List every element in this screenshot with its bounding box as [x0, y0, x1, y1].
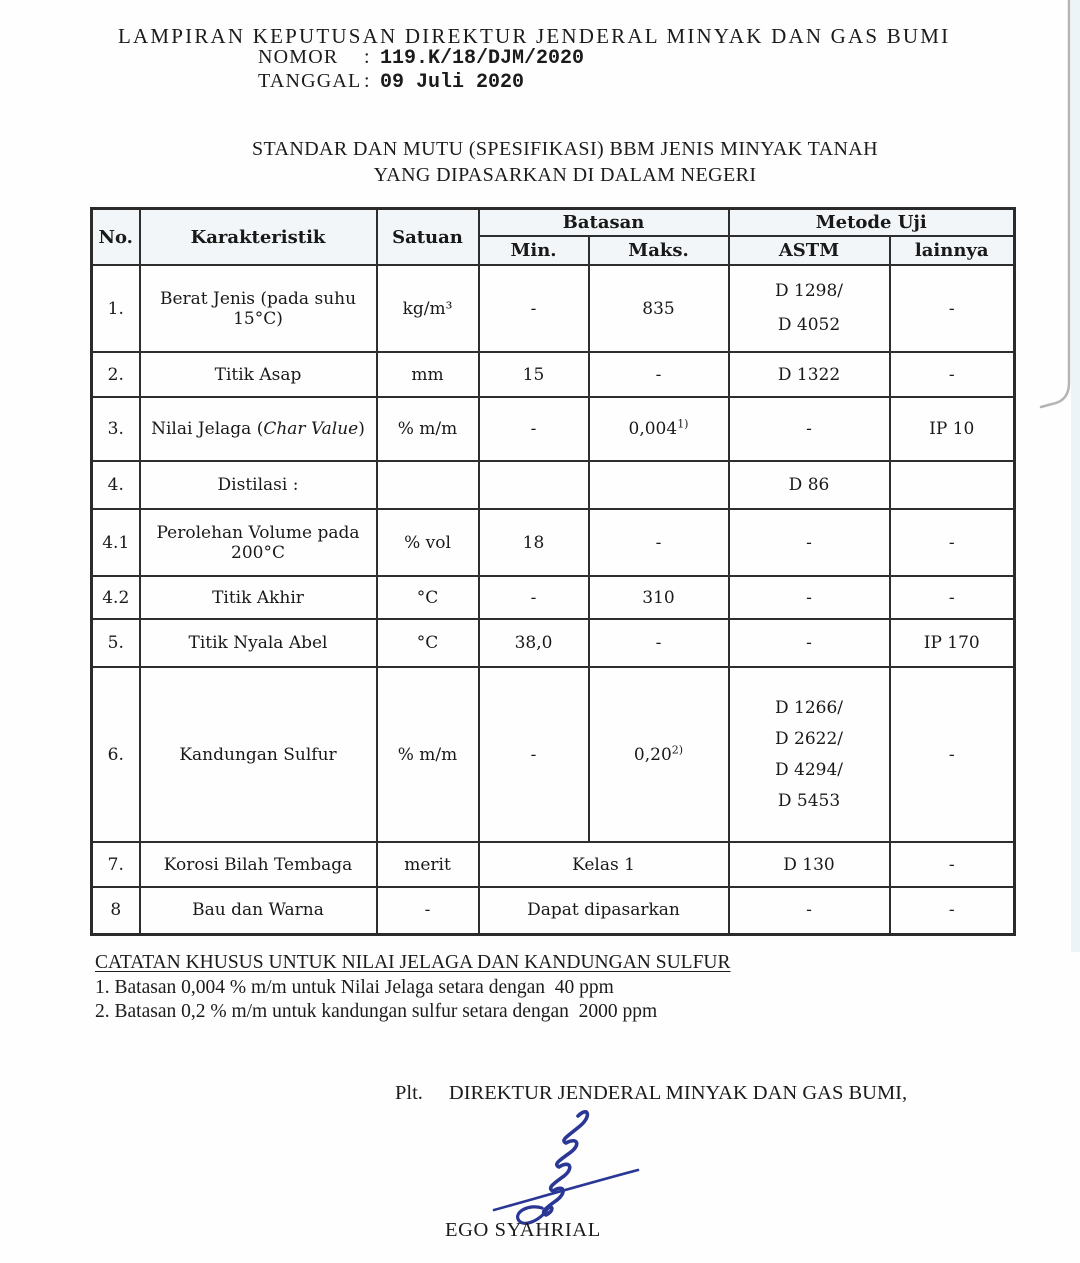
- cell-satuan: -: [377, 887, 479, 934]
- signer-name: EGO SYAHRIAL: [445, 1219, 601, 1241]
- table-row: [92, 352, 1015, 397]
- table-row: [92, 576, 1015, 619]
- nomor-row: [258, 46, 584, 70]
- title-line-2: YANG DIPASARKAN DI DALAM NEGERI: [373, 164, 757, 186]
- cell-karakteristik: Titik Nyala Abel: [140, 619, 377, 667]
- cell-no: 2.: [92, 352, 140, 397]
- cell-lainnya: -: [890, 509, 1015, 576]
- cell-karakteristik: Titik Akhir: [140, 576, 377, 619]
- cell-no: 7.: [92, 842, 140, 887]
- cell-astm: -: [729, 576, 890, 619]
- col-karakteristik: Karakteristik: [140, 209, 377, 266]
- astm-line: D 1298/: [774, 281, 844, 301]
- cell-no: 3.: [92, 397, 140, 461]
- special-notes: [95, 951, 731, 1025]
- cell-batasan-merged: Kelas 1: [479, 842, 729, 887]
- cell-astm: -: [729, 887, 890, 934]
- cell-maks: -: [589, 352, 729, 397]
- cell-lainnya: -: [890, 667, 1015, 842]
- cell-lainnya: -: [890, 576, 1015, 619]
- astm-line: D 4052: [777, 315, 841, 335]
- table-row: [92, 509, 1015, 576]
- cell-satuan: % m/m: [377, 397, 479, 461]
- table-row: [92, 887, 1015, 934]
- karakteristik-italic-text: Char Value: [263, 419, 359, 439]
- cell-karakteristik: Titik Asap: [140, 352, 377, 397]
- handwritten-signature: [450, 1100, 650, 1230]
- col-batasan: Batasan: [479, 209, 729, 237]
- cell-astm: D 130: [729, 842, 890, 887]
- cell-min: -: [479, 265, 589, 352]
- cell-min: -: [479, 397, 589, 461]
- table-row: [92, 842, 1015, 887]
- nomor-value: 119.K/18/DJM/2020: [380, 47, 585, 70]
- col-min: Min.: [479, 236, 589, 265]
- cell-satuan: % vol: [377, 509, 479, 576]
- cell-lainnya: IP 170: [890, 619, 1015, 667]
- cell-satuan: [377, 461, 479, 509]
- astm-line: D 4294/: [774, 759, 844, 780]
- cell-no: 4.2: [92, 576, 140, 619]
- document-heading: LAMPIRAN KEPUTUSAN DIREKTUR JENDERAL MINYAK DAN GAS BUMI: [118, 24, 951, 48]
- spec-table: [90, 207, 1016, 936]
- cell-astm: D 1322: [729, 352, 890, 397]
- col-astm: ASTM: [729, 236, 890, 265]
- col-no: No.: [92, 209, 140, 266]
- cell-karakteristik: [140, 397, 377, 461]
- cell-satuan: °C: [377, 619, 479, 667]
- cell-min: -: [479, 667, 589, 842]
- cell-min: 15: [479, 352, 589, 397]
- notes-heading: CATATAN KHUSUS UNTUK NILAI JELAGA DAN KANDUNGAN SULFUR: [95, 952, 731, 973]
- footnote-marker: 1): [677, 417, 689, 431]
- table-row: [92, 667, 1015, 842]
- maks-value: 0,20: [633, 744, 672, 765]
- cell-astm: -: [729, 619, 890, 667]
- cell-no: 1.: [92, 265, 140, 352]
- cell-min: 18: [479, 509, 589, 576]
- table-row: [92, 461, 1015, 509]
- cell-batasan-merged: Dapat dipasarkan: [479, 887, 729, 934]
- cell-maks: 310: [589, 576, 729, 619]
- col-lainnya: lainnya: [890, 236, 1015, 265]
- cell-lainnya: -: [890, 887, 1015, 934]
- cell-no: 5.: [92, 619, 140, 667]
- cell-karakteristik: Bau dan Warna: [140, 887, 377, 934]
- cell-lainnya: -: [890, 265, 1015, 352]
- table-row: [92, 619, 1015, 667]
- cell-lainnya: IP 10: [890, 397, 1015, 461]
- karakteristik-text: ): [358, 419, 365, 439]
- cell-karakteristik: Perolehan Volume pada 200°C: [140, 509, 377, 576]
- footnote-marker: 2): [671, 742, 684, 756]
- cell-maks: [589, 461, 729, 509]
- nomor-colon: :: [364, 46, 370, 68]
- cell-no: 6.: [92, 667, 140, 842]
- cell-astm: -: [729, 509, 890, 576]
- cell-maks: [589, 667, 729, 842]
- cell-min: 38,0: [479, 619, 589, 667]
- cell-karakteristik: Distilasi :: [140, 461, 377, 509]
- cell-karakteristik: Kandungan Sulfur: [140, 667, 377, 842]
- table-row: [92, 265, 1015, 352]
- cell-no: 8: [92, 887, 140, 934]
- nomor-label: NOMOR: [258, 46, 339, 68]
- cell-min: [479, 461, 589, 509]
- cell-no: 4.1: [92, 509, 140, 576]
- cell-maks: -: [589, 509, 729, 576]
- plt-label: Plt.: [395, 1082, 423, 1104]
- notes-item-1: 1. Batasan 0,004 % m/m untuk Nilai Jelaga setara dengan 40 ppm: [95, 976, 614, 998]
- karakteristik-text: Nilai Jelaga (: [151, 419, 264, 439]
- tanggal-value: 09 Juli 2020: [380, 71, 525, 94]
- cell-satuan: mm: [377, 352, 479, 397]
- cell-karakteristik: Korosi Bilah Tembaga: [140, 842, 377, 887]
- cell-karakteristik: Berat Jenis (pada suhu 15°C): [140, 265, 377, 352]
- astm-line: D 2622/: [774, 728, 844, 749]
- document-title: [105, 136, 1025, 188]
- title-line-1: STANDAR DAN MUTU (SPESIFIKASI) BBM JENIS MINYAK TANAH: [251, 138, 878, 160]
- astm-line: D 5453: [777, 790, 841, 811]
- cell-astm: -: [729, 397, 890, 461]
- maks-value: 0,004: [628, 419, 678, 439]
- cell-satuan: °C: [377, 576, 479, 619]
- table-row: [92, 397, 1015, 461]
- tanggal-row: [258, 70, 524, 94]
- cell-satuan: merit: [377, 842, 479, 887]
- cell-lainnya: -: [890, 352, 1015, 397]
- cell-maks: [589, 397, 729, 461]
- cell-astm: [729, 667, 890, 842]
- cell-lainnya: [890, 461, 1015, 509]
- signer-title: DIREKTUR JENDERAL MINYAK DAN GAS BUMI,: [448, 1082, 908, 1104]
- tanggal-colon: :: [364, 70, 370, 92]
- cell-no: 4.: [92, 461, 140, 509]
- cell-astm: D 86: [729, 461, 890, 509]
- cell-satuan: kg/m³: [377, 265, 479, 352]
- col-maks: Maks.: [589, 236, 729, 265]
- tanggal-label: TANGGAL: [258, 70, 362, 92]
- cell-maks: 835: [589, 265, 729, 352]
- cell-astm: [729, 265, 890, 352]
- col-satuan: Satuan: [377, 209, 479, 266]
- table-header-row-1: [92, 209, 1015, 237]
- cell-lainnya: -: [890, 842, 1015, 887]
- col-metode-uji: Metode Uji: [729, 209, 1015, 237]
- cell-satuan: % m/m: [377, 667, 479, 842]
- cell-min: -: [479, 576, 589, 619]
- astm-line: D 1266/: [774, 697, 844, 718]
- notes-item-2: 2. Batasan 0,2 % m/m untuk kandungan sulfur setara dengan 2000 ppm: [95, 1001, 658, 1022]
- cell-maks: -: [589, 619, 729, 667]
- scan-edge-strip: [1071, 0, 1080, 952]
